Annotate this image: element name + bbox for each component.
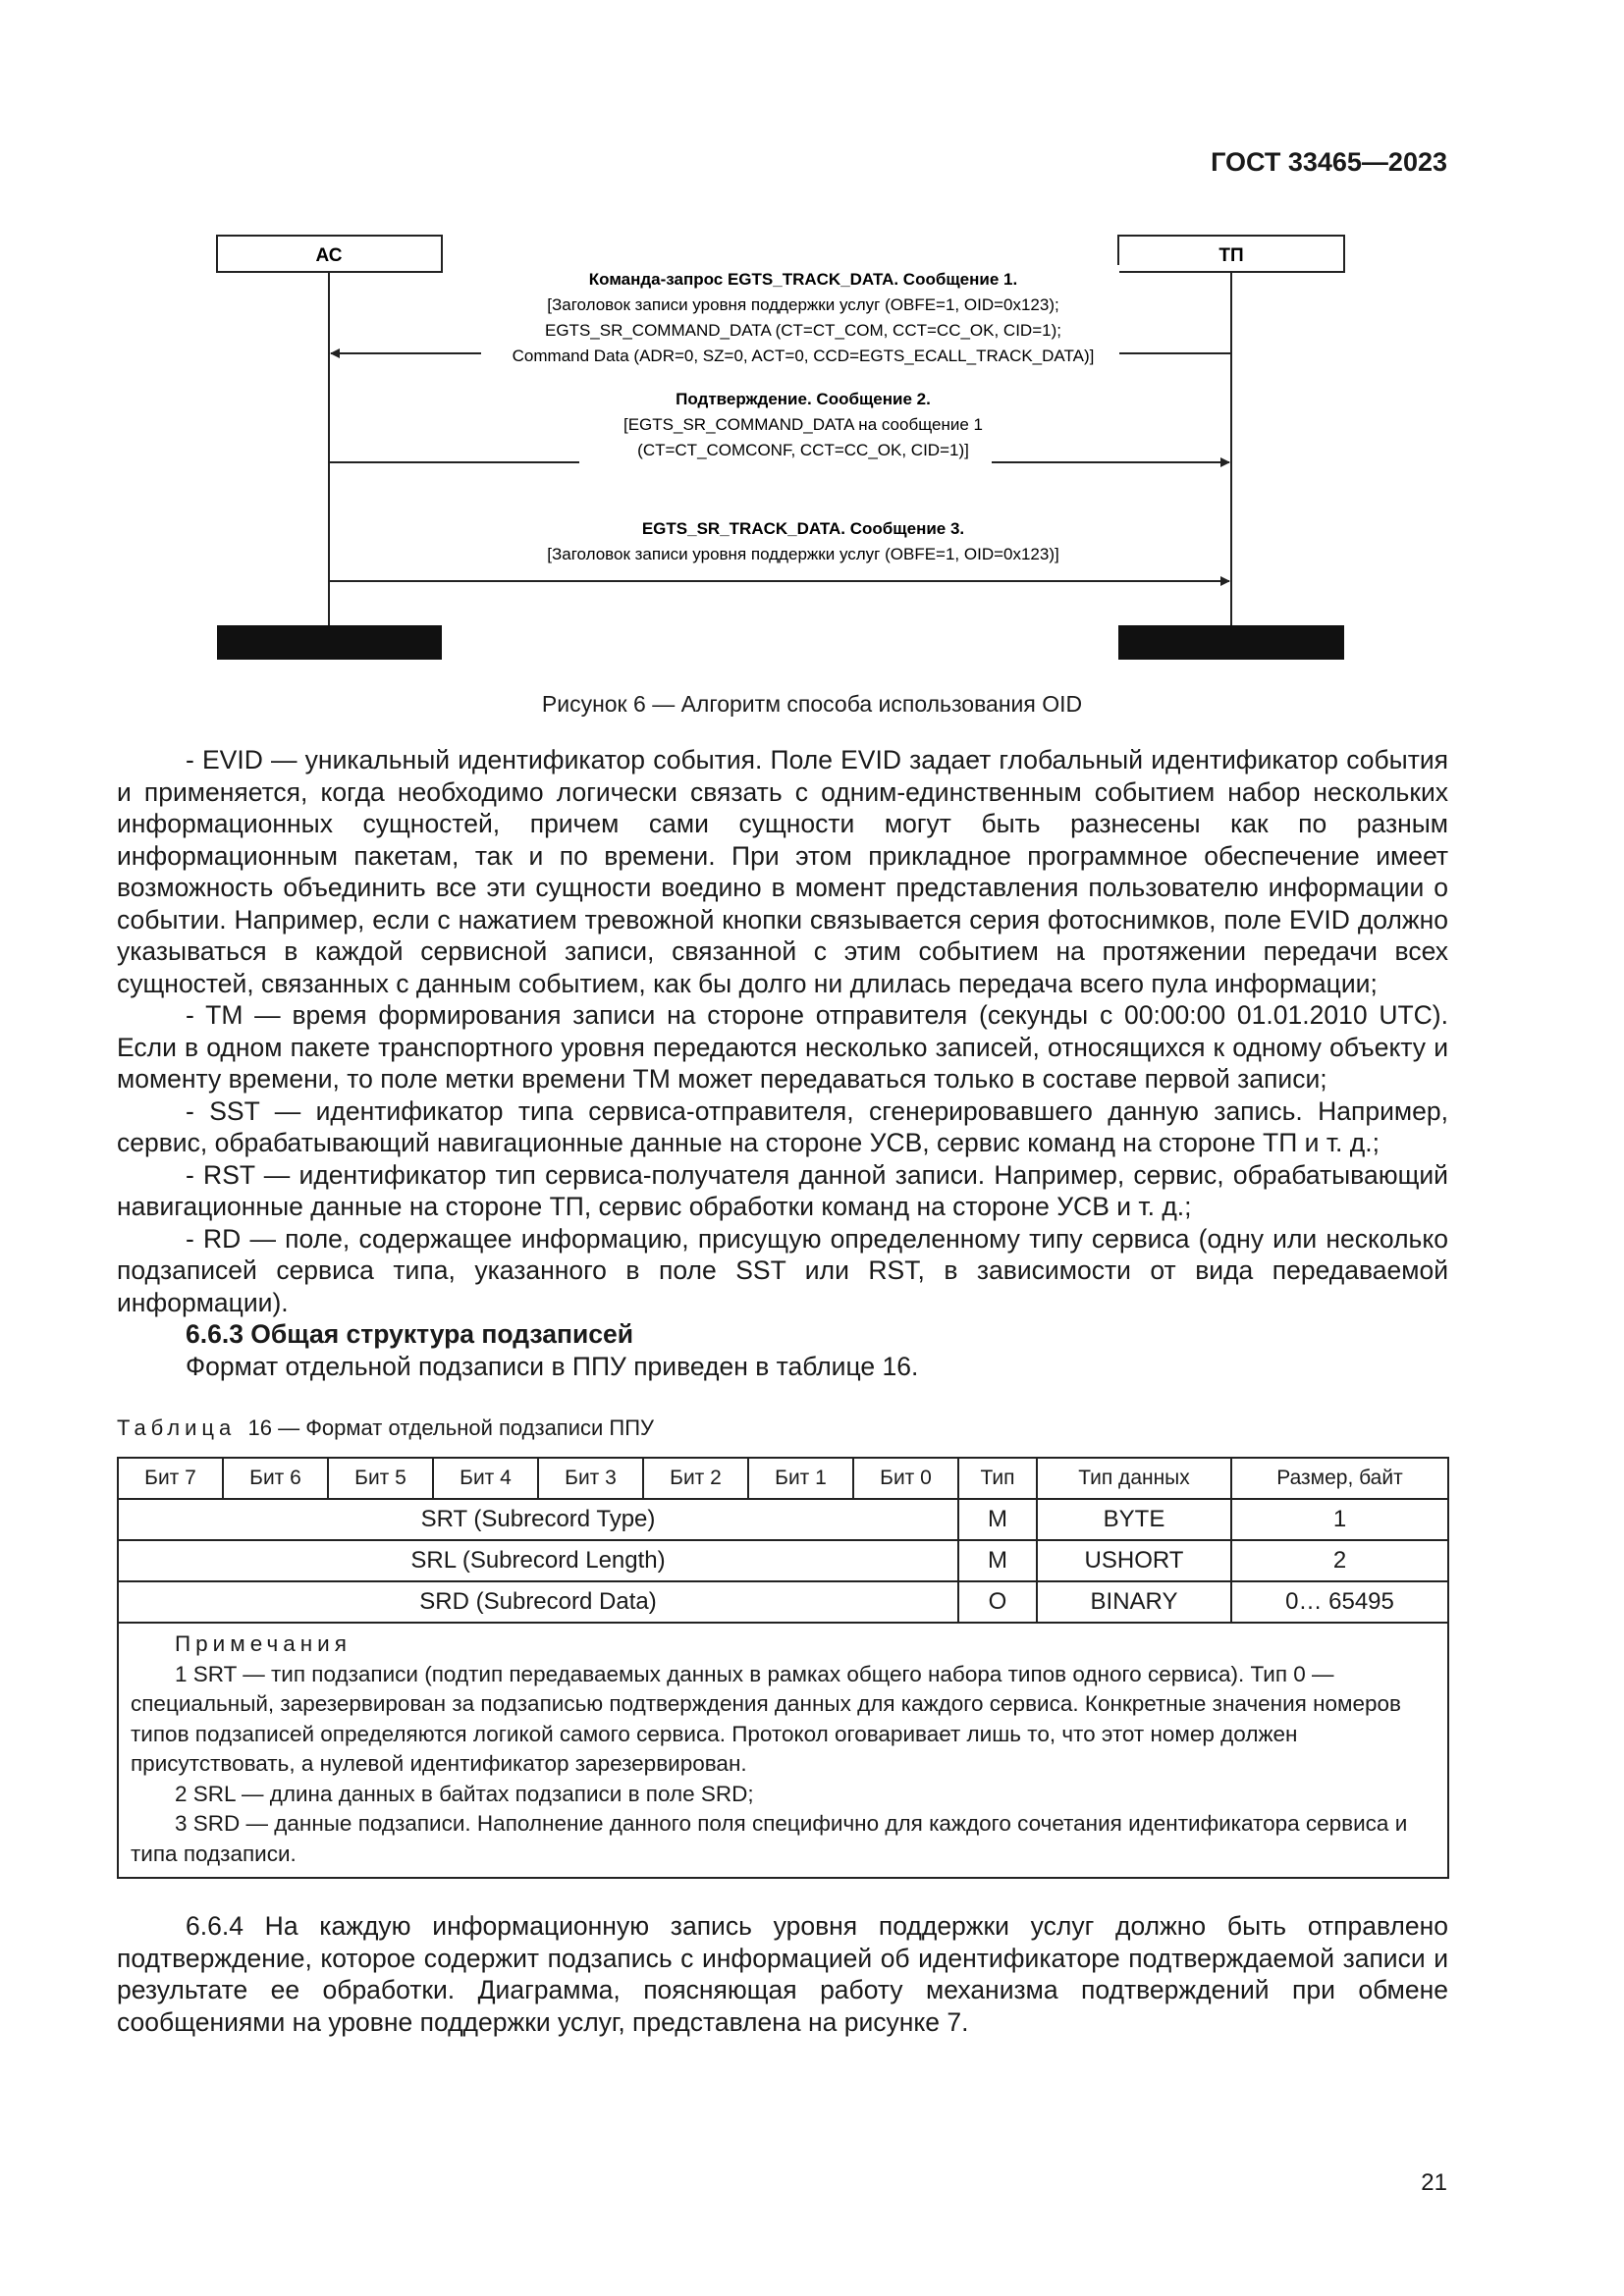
- table-title-rest: 16 — Формат отдельной подзаписи ППУ: [247, 1415, 655, 1440]
- message-2-line-3: (CT=CT_COMCONF, CCT=CC_OK, CID=1)]: [637, 441, 969, 459]
- table-cell-datatype: BINARY: [1037, 1581, 1231, 1623]
- table-header-cell: Бит 1: [748, 1458, 853, 1499]
- table-row: [118, 1499, 1448, 1540]
- table-cell-type: M: [958, 1540, 1037, 1581]
- table-cell-field: SRL (Subrecord Length): [118, 1540, 958, 1581]
- section-title: 6.6.3 Общая структура подзаписей: [186, 1319, 634, 1349]
- table-cell-size: 0… 65495: [1231, 1581, 1448, 1623]
- note-3: 3 SRD — данные подзаписи. Наполнение данного поля специфично для каждого сочетания идентификатора сервиса и типа подзаписи.: [131, 1811, 1408, 1866]
- page-number: 21: [1421, 2169, 1447, 2196]
- table-header-cell: Размер, байт: [1231, 1458, 1448, 1499]
- table-header-cell: Бит 3: [538, 1458, 643, 1499]
- table-row: [118, 1540, 1448, 1581]
- message-3-line-2: [Заголовок записи уровня поддержки услуг (OBFE=1, OID=0x123)]: [547, 545, 1059, 563]
- paragraph-rd: - RD — поле, содержащее информацию, присущую определенному типу сервиса (одну или несколько подзаписей сервиса типа, указанного в поле SST или RST, в зависимости от вида передаваемой информации).: [117, 1223, 1448, 1317]
- section-intro: Формат отдельной подзаписи в ППУ приведен в таблице 16.: [186, 1351, 919, 1381]
- paragraph-6-6-4: 6.6.4 На каждую информационную запись уровня поддержки услуг должно быть отправлено подтверждение, которое содержит подзапись с информацией об идентификаторе подтверждаемой записи и результате ее обработки. Диаграмма, поясняющая работу механизма подтверждений при обмене сообщениями на уровне поддержки услуг, представлена на рисунке 7.: [117, 1911, 1448, 2037]
- figure-caption: Рисунок 6 — Алгоритм способа использования OID: [541, 691, 1083, 717]
- message-1-line-4: Command Data (ADR=0, SZ=0, ACT=0, CCD=EGTS_ECALL_TRACK_DATA)]: [512, 347, 1095, 365]
- table-header-cell: Бит 0: [853, 1458, 958, 1499]
- table-cell-type: O: [958, 1581, 1037, 1623]
- table-cell-datatype: BYTE: [1037, 1499, 1231, 1540]
- message-1-line-2: [Заголовок записи уровня поддержки услуг (OBFE=1, OID=0x123);: [547, 295, 1059, 314]
- paragraph-tm: - TM — время формирования записи на стороне отправителя (секунды с 00:00:00 01.01.2010 UTC). Если в одном пакете транспортного уровня передаются несколько записей, относящихся к одному объекту и моменту времени, то поле метки времени TM может передаваться только в составе первой записи;: [117, 1000, 1448, 1094]
- table-header-row: [118, 1458, 1448, 1499]
- table-notes-row: [118, 1623, 1448, 1878]
- table-cell-field: SRT (Subrecord Type): [118, 1499, 958, 1540]
- table-title-word: Таблица: [117, 1415, 237, 1440]
- table-cell-type: M: [958, 1499, 1037, 1540]
- after-table-text: [117, 1910, 1448, 2038]
- body-paragraphs: [117, 744, 1448, 1382]
- table-header-cell: Тип данных: [1037, 1458, 1231, 1499]
- lifeline-end-right: [1118, 625, 1344, 660]
- note-1: 1 SRT — тип подзаписи (подтип передаваемых данных в рамках общего набора типов одного сервиса). Тип 0 — специальный, зарезервирован за подзаписью подтверждения данных для каждого сервиса. Конкретные значения номеров типов подзаписей определяются логикой самого сервиса. Протокол оговаривает лишь то, что этот номер должен присутствовать, а нулевой идентификатор зарезервирован.: [131, 1661, 1402, 1776]
- table-header-cell: Бит 7: [118, 1458, 223, 1499]
- message-1-line-1: Команда-запрос EGTS_TRACK_DATA. Сообщение 1.: [588, 270, 1018, 289]
- paragraph-evid: - EVID — уникальный идентификатор события. Поле EVID задает глобальный идентификатор события и применяется, когда необходимо логически связать с одним-единственным событием набор нескольких информационных сущностей, причем сами сущности могут быть разнесены как по разным информационным пакетам, так и по времени. При этом прикладное программное обеспечение имеет возможность объединить все эти сущности воедино в момент представления пользователю информации о событии. Например, если с нажатием тревожной кнопки связывается серия фотоснимков, поле EVID должно указываться в каждой сервисной записи, связанной с этим событием на протяжении передачи всех сущностей, связанных с данным событием, как бы долго ни длилась передача всего пула информации;: [117, 745, 1448, 998]
- table-notes: [118, 1623, 1448, 1878]
- actor-label-left: АС: [315, 245, 343, 266]
- sequence-diagram: [0, 0, 1624, 687]
- subrecord-format-table: [117, 1457, 1449, 1879]
- table-cell-field: SRD (Subrecord Data): [118, 1581, 958, 1623]
- table-header-cell: Бит 5: [328, 1458, 433, 1499]
- table-header-cell: Тип: [958, 1458, 1037, 1499]
- lifeline-end-left: [217, 625, 442, 660]
- table-cell-size: 2: [1231, 1540, 1448, 1581]
- message-3-line-1: EGTS_SR_TRACK_DATA. Сообщение 3.: [641, 519, 965, 538]
- table-title: [117, 1415, 654, 1441]
- standard-header: ГОСТ 33465—2023: [1211, 147, 1447, 177]
- table-cell-datatype: USHORT: [1037, 1540, 1231, 1581]
- message-2-line-1: Подтверждение. Сообщение 2.: [676, 390, 931, 408]
- message-2-line-2: [EGTS_SR_COMMAND_DATA на сообщение 1: [623, 415, 983, 434]
- paragraph-rst: - RST — идентификатор тип сервиса-получателя данной записи. Например, сервис, обрабатывающий навигационные данные на стороне ТП, сервис обработки команд на стороне УСВ и т. д.;: [117, 1159, 1448, 1221]
- table-row: [118, 1581, 1448, 1623]
- message-1-line-3: EGTS_SR_COMMAND_DATA (CT=CT_COM, CCT=CC_OK, CID=1);: [545, 321, 1061, 340]
- table-header-cell: Бит 4: [433, 1458, 538, 1499]
- note-2: 2 SRL — длина данных в байтах подзаписи в поле SRD;: [175, 1781, 754, 1806]
- paragraph-sst: - SST — идентификатор типа сервиса-отправителя, сгенерировавшего данную запись. Например, сервис, обрабатывающий навигационные данные на стороне УСВ, сервис команд на стороне ТП и т. д.;: [117, 1095, 1448, 1157]
- notes-header: Примечания: [175, 1631, 352, 1656]
- table-header-cell: Бит 2: [643, 1458, 748, 1499]
- actor-label-right: ТП: [1218, 245, 1244, 266]
- table-header-cell: Бит 6: [223, 1458, 328, 1499]
- table-cell-size: 1: [1231, 1499, 1448, 1540]
